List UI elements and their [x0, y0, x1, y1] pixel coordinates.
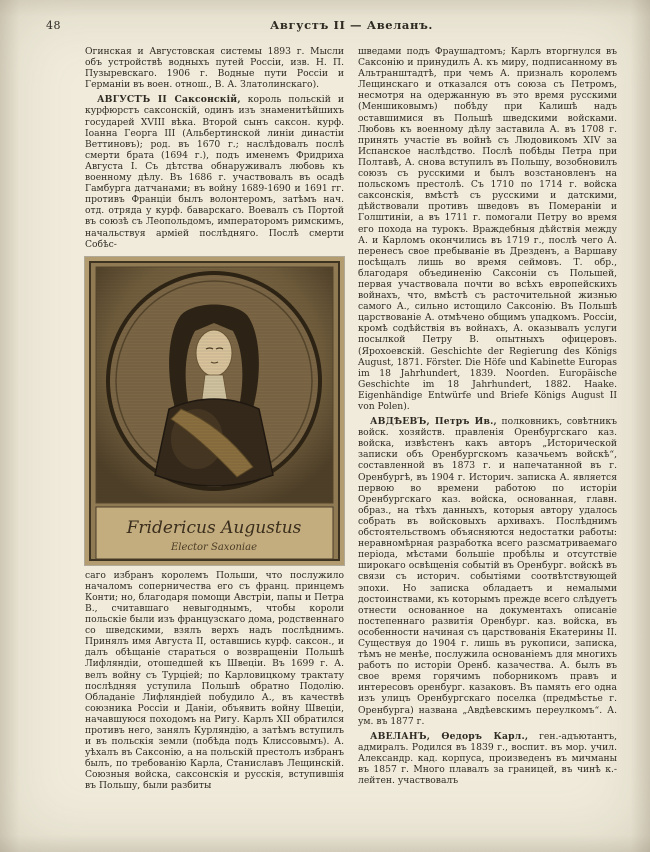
- portrait-engraving: [85, 257, 344, 565]
- entry-avdeev-headword: АВДѢЕВЪ, Петръ Ив.,: [370, 416, 497, 428]
- entry-avdeev: [358, 416, 617, 727]
- portrait-caption-line2: Elector Saxoniae: [170, 541, 258, 553]
- entry-august-text: король польскій и курфюрстъ саксонскій, одинъ изъ знаменитѣйшихъ государей XVIII вѣка. Второй сынъ саксон. курф. Іоанна Георга III (Альбертинской линіи династіи Веттиновъ); род. въ 1670 г.; наслѣдовалъ послѣ смерти брата (1694 г.), подъ именемъ Фридриха Августа I. Съ дѣтства обнаруживалъ любовь къ военному дѣлу. Въ 1686 г. участвовалъ въ осадѣ Гамбурга датчанами; въ войну 1689-1690 и 1691 гг. противъ Франціи былъ волонтеромъ, затѣмъ нач. отд. отряда у курф. баварскаго. Воевалъ съ Портой въ союзѣ съ Леопольдомъ, императоромъ римскимъ, начальствуя арміей послѣдняго. Послѣ смерти Собѣс-: [85, 94, 344, 250]
- entry-august-continuation: саго избранъ королемъ Польши, что послужило началомъ соперничества его съ франц. принцемъ Конти; но, благодаря помощи Австріи, папы и Петра В., считавшаго невыгоднымъ, чтобы короли польскіе были изъ французскаго дома, родственнаго со шведскими, взялъ верхъ надъ послѣднимъ. Принялъ имя Августа II, оставшись курф. саксон., и далъ обѣщаніе стараться о возвращеніи Польшѣ Лифляндіи, отошедшей къ Швеціи. Въ 1699 г. А. велъ войну съ Турціей; по Карловицкому трактату послѣдняя уступила Польшѣ обратно Подолію. Обладаніе Лифляндіей побудило А., въ качествѣ союзника Россіи и Даніи, объявить войну Швеціи, начавшуюся походомъ на Ригу. Карлъ XII обратился противъ него, занялъ Курляндію, а затѣмъ вступилъ и въ польскія земли (побѣда подъ Клиссовымъ). А. уѣхалъ въ Саксонію, а на польскій престолъ избранъ былъ, по требованію Карла, Станиславъ Лещинскій. Союзныя войска, саксонскія и русскія, вступившія въ Польшу, были разбиты: [85, 569, 344, 792]
- entry-avdeev-text: полковникъ, совѣтникъ войск. хозяйств. правленія Оренбургскаго каз. войска, извѣстенъ какъ авторъ „Исторической записки объ Оренбургскомъ казачьемъ войскѣ“, составленной въ 1873 г. и напечатанной въ г. Оренбургѣ, въ 1904 г. Историч. записка А. является первою во времени работою по исторіи Оренбургскаго каз. войска, основанная, главн. образ., на тѣхъ данныхъ, которыя автору удалось собрать въ войсковыхъ архивахъ. Послѣднимъ обстоятельствомъ объясняются недостатки работы: неравномѣрная разработка всего разсматриваемаго періода, мѣстами большіе пробѣлы и отсутствіе широкаго освѣщенія событій въ Оренбург. войскѣ въ связи съ историч. событіями соотвѣтствующей эпохи. Но записка обладаетъ и немалыми достоинствами, къ которымъ прежде всего слѣдуетъ отнести основанное на документахъ описаніе постепеннаго развитія Оренбург. каз. войска, въ особенности начиная съ царствованія Екатерины II. Существуя до 1904 г. лишь въ рукописи, записка, тѣмъ не менѣе, послужила основаніемъ для многихъ работъ по исторіи Оренб. казачества. А. былъ въ свое время горячимъ поборникомъ правъ и интересовъ оренбург. казаковъ. Въ память его одна изъ улицъ Оренбургскаго поселка (предмѣстье г. Оренбурга) названа „Авдѣевскимъ переулкомъ“. А. ум. въ 1877 г.: [358, 416, 618, 727]
- left-column: [85, 46, 344, 792]
- entry-august: [85, 94, 344, 249]
- portrait-caption-line1: Fridericus Augustus: [126, 517, 302, 538]
- entry-august-headword: АВГУСТЪ II Саксонскій,: [97, 94, 241, 106]
- text-columns: [85, 46, 617, 792]
- right-column: [358, 46, 617, 792]
- entry-avelan: [358, 731, 617, 786]
- entry-avelan-headword: АВЕЛАНЪ, Ѳедоръ Карл.,: [370, 730, 529, 742]
- running-title: Августъ II — Авеланъ.: [269, 18, 434, 32]
- paragraph-bibliography: Огинская и Августовская системы 1893 г. Мысли объ устройствѣ водныхъ путей Россіи, изв. Н. П. Пузыревскаго. 1906 г. Водные пути Россіи и Германіи въ воен. отнош., В. А. Златолинскаго).: [85, 46, 344, 91]
- entry-avelan-text: ген.-адъютантъ, адмиралъ. Родился въ 1839 г., воспит. въ мор. учил. Александр. кад. корпуса, произведенъ въ мичманы въ 1857 г. Много плавалъ за границей, въ чинѣ к.-лейтен. участвовалъ: [358, 730, 617, 787]
- page-header: [46, 18, 617, 36]
- portrait-figure: [85, 257, 344, 565]
- entry-august-continuation-2: шведами подъ Фраушадтомъ; Карлъ вторгнулся въ Саксонію и принудилъ А. къ миру, подписанному въ Альтранштадтѣ, при чемъ А. призналъ королемъ Лещинскаго и отказался отъ союза съ Петромъ, несмотря на одержанную въ это время русскими (Меншиковымъ) побѣду при Калишѣ надъ оставшимися въ Польшѣ шведскими войсками. Любовь къ военному дѣлу заставила А. въ 1708 г. принять участіе въ войнѣ съ Людовикомъ XIV за Испанское наслѣдство. Послѣ побѣды Петра при Полтавѣ, А. снова вступилъ въ Польшу, возобновилъ союзъ съ русскими и былъ возстановленъ на польскомъ престолѣ. Съ 1710 по 1714 г. войска саксонскія, вмѣстѣ съ русскими и датскими, дѣйствовали противъ шведовъ въ Помераніи и Голштиніи, а въ 1711 г. помогали Петру во время его похода на турокъ. Враждебныя дѣйствія между А. и Карломъ окончились въ 1719 г., послѣ чего А. перенесъ свое пребываніе въ Дрезденъ, а Варшаву посѣщалъ лишь во время сеймовъ. Т. обр., благодаря объединенію Саксоніи съ Польшей, первая участвовала почти во всѣхъ европейскихъ войнахъ, что, вмѣстѣ съ расточительной жизнью самого А., сильно истощило Саксонію. Въ Польшѣ царствованіе А. отмѣчено общимъ упадкомъ. Россіи, кромѣ содѣйствія въ войнахъ, А. оказывалъ услуги посылкой Петру В. опытныхъ офицеровъ. (Ярохоевскій. Geschichte der Regierung des Königs August, 1871. Förster. Die Höfe und Kabinette Europas im 18 Jahrhundert, 1839. Noorden. Europäische Geschichte im 18 Jahrhundert, 1882. Haake. Eigenhändige Entwürfe und Briefe Königs August II von Polen).: [358, 46, 617, 412]
- page-number: 48: [46, 19, 61, 32]
